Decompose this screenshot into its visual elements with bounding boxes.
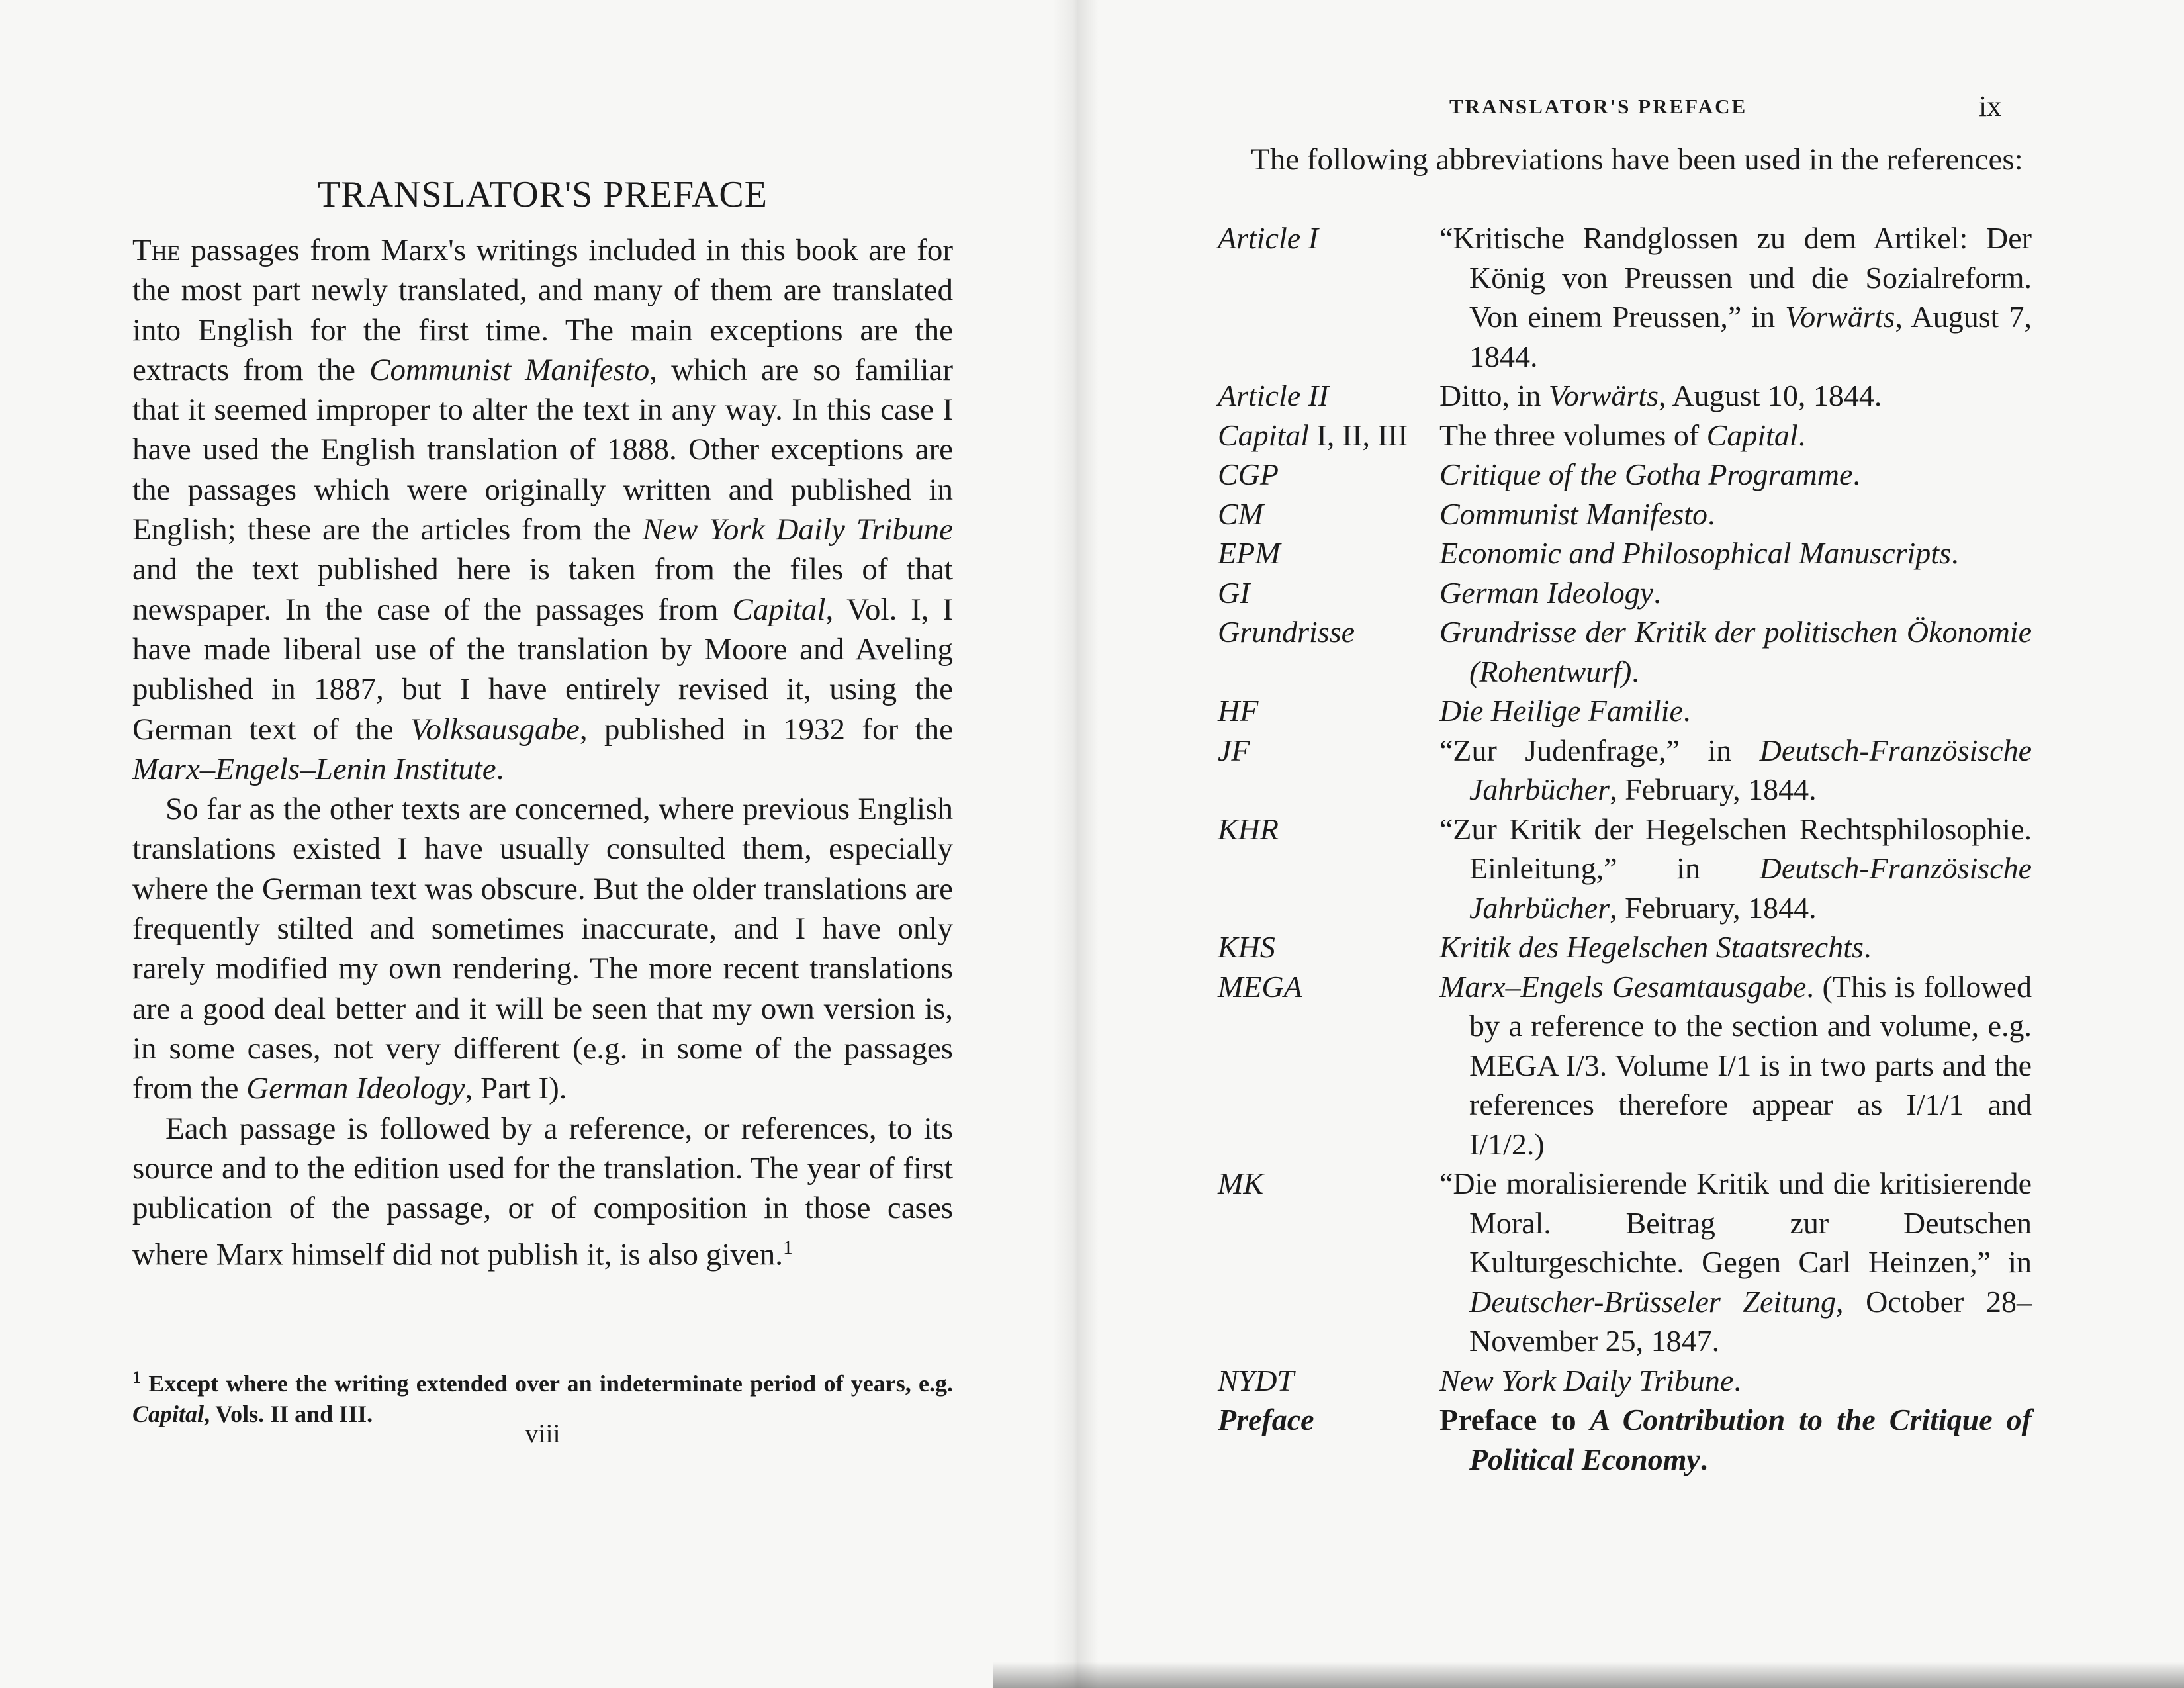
abbreviation-row [1218, 455, 2032, 494]
abbreviation-key: Article I [1218, 221, 1318, 255]
abbreviation-definition [1439, 967, 2032, 1164]
abbreviation-key: JF [1218, 733, 1250, 767]
text-run: Except where the writing extended over an indeterminate period of years, e.g. [141, 1370, 953, 1397]
text-run: and the text published here is taken from the files of that newspaper. In the case of the passages from [132, 552, 953, 627]
title-capital: Capital [1706, 418, 1798, 452]
abbreviation-key: MK [1218, 1166, 1263, 1200]
footnote-mark: 1 [132, 1368, 141, 1387]
text-run: , February, 1844. [1610, 890, 1817, 925]
abbreviation-definition [1439, 534, 2032, 573]
title-text: Economic and Philosophical Manuscripts [1439, 536, 1951, 570]
title-text: Kritik des Hegelschen Staatsrechts [1439, 930, 1864, 964]
text-run: . [1797, 418, 1806, 452]
preface-body [132, 230, 953, 1275]
abbreviation-definition [1439, 1400, 2032, 1479]
title-text: Grundrisse der Kritik der politischen Ökonomie (Rohentwurf) [1439, 615, 2032, 688]
abbreviation-key: NYDT [1218, 1363, 1295, 1397]
drop-lead: The [132, 233, 181, 267]
title-text: New York Daily Tribune [1439, 1363, 1734, 1397]
abbreviation-row [1218, 376, 2032, 416]
text-run: , Vol. I, I have made liberal use of the translation by Moore and Aveling published in 1887, but I have entirely revised it, using the German text of the [132, 592, 953, 747]
abbreviation-definition [1439, 1361, 2032, 1401]
title-german-ideology: German Ideology [246, 1071, 465, 1106]
text-run: . [1631, 654, 1639, 688]
text-run: , Vols. II and III. [204, 1401, 373, 1427]
abbreviation-row [1218, 612, 2032, 691]
abbreviations-intro: The following abbreviations have been used in the references: [1251, 142, 2023, 177]
title-vorwaerts: Vorwärts [1785, 300, 1895, 334]
abbreviation-key: Grundrisse [1218, 615, 1355, 649]
page-number: viii [525, 1419, 561, 1448]
text-run: . [1653, 575, 1661, 610]
page-title: TRANSLATOR'S PREFACE [318, 174, 768, 215]
abbreviation-definition [1439, 573, 2032, 613]
abbreviation-row [1218, 691, 2032, 731]
key-upright: I, II, III [1309, 418, 1408, 452]
text-run: passages from Marx's writings included in this book are for the most part newly translated, and many of them are translated into English for the first time. The main exceptions are the extracts from the [132, 233, 953, 387]
title-text: German Ideology [1439, 575, 1654, 610]
text-run: . [1707, 496, 1715, 531]
title-mel-institute: Marx–Engels–Lenin Institute [132, 751, 496, 786]
title-text: A Contribution to the Critique of Political Economy [1469, 1403, 2032, 1476]
abbreviation-key: GI [1218, 575, 1250, 610]
title-text: Deutscher-Brüsseler Zeitung [1469, 1284, 1836, 1319]
text-run: , February, 1844. [1610, 773, 1817, 806]
text-run: , August 10, 1844. [1659, 379, 1882, 412]
abbreviation-definition [1439, 612, 2032, 691]
left-page [0, 0, 1072, 1688]
paragraph-1 [132, 230, 953, 789]
abbreviation-row [1218, 573, 2032, 613]
abbreviation-key: CGP [1218, 457, 1279, 491]
abbreviation-definition [1439, 1164, 2032, 1361]
text-run: Ditto, in [1439, 379, 1549, 412]
abbreviation-row [1218, 1361, 2032, 1401]
abbreviation-definition [1439, 810, 2032, 928]
title-text: Communist Manifesto [1439, 496, 1708, 531]
text-run: . (This is followed by a reference to the section and volume, e.g. MEGA I/3. Volume I/1 is in two parts and the references therefore appear as I/1/1 and I/1/2.) [1469, 969, 2032, 1161]
title-volksausgabe: Volksausgabe [410, 712, 580, 747]
text-run: “Die moralisierende Kritik und die kritisierende Moral. Beitrag zur Deutschen Kulturgeschichte. Gegen Carl Heinzen,” in [1439, 1166, 2032, 1279]
abbreviation-definition [1439, 927, 2032, 967]
abbreviation-row [1218, 1400, 2032, 1479]
title-nydt: New York Daily Tribune [642, 512, 953, 547]
abbreviation-definition [1439, 376, 2032, 416]
text-run: The three volumes of [1439, 418, 1707, 452]
text-run: Preface to [1439, 1403, 1590, 1436]
text-run: “Zur Kritik der Hegelschen Rechtsphilosophie. Einleitung,” in [1439, 812, 2032, 885]
abbreviation-row [1218, 494, 2032, 534]
text-run: . [1950, 536, 1959, 570]
title-capital: Capital [732, 592, 826, 627]
text-run: , Part I). [465, 1071, 567, 1106]
abbreviation-key: KHR [1218, 812, 1279, 846]
title-text: Deutsch-Französische Jahrbücher [1469, 851, 2032, 925]
abbreviation-row [1218, 1164, 2032, 1361]
text-run: “Zur Judenfrage,” in [1439, 733, 1760, 767]
abbreviation-key: EPM [1218, 536, 1281, 570]
abbreviation-definition [1439, 416, 2032, 455]
abbreviation-definition [1439, 455, 2032, 494]
abbreviation-key: KHS [1218, 930, 1275, 964]
abbreviation-row [1218, 534, 2032, 573]
text-run: . [496, 751, 504, 786]
text-run: . [1700, 1442, 1708, 1476]
text-run: , October 28–November 25, 1847. [1469, 1284, 2032, 1358]
text-run: Each passage is followed by a reference, or references, to its source and to the edition used for the translation. The year of first publication of the passage, or of composition in those cases where Marx himself did not publish it, is also given. [132, 1111, 953, 1273]
abbreviation-definition [1439, 731, 2032, 810]
text-run: . [1863, 930, 1872, 964]
text-run: So far as the other texts are concerned, where previous English translations existed I have usually consulted them, especially where the German text was obscure. But the older translations are frequently stilted and sometimes inaccurate, and I have only rarely modified my own rendering. The more recent translations are a good deal better and it will be seen that my own version is, in some cases, not very different (e.g. in some of the passages from the [132, 792, 953, 1106]
abbreviation-key [1218, 416, 1439, 455]
title-text: Die Heilige Familie [1439, 694, 1683, 727]
running-head: TRANSLATOR'S PREFACE [1449, 95, 1748, 118]
abbreviation-row [1218, 967, 2032, 1164]
abbreviation-key: Preface [1218, 1403, 1314, 1436]
abbreviation-row [1218, 218, 2032, 376]
key-italic: Capital [1218, 418, 1310, 452]
abbreviation-definition [1439, 494, 2032, 534]
abbreviation-definition [1439, 218, 2032, 376]
title-capital: Capital [132, 1401, 205, 1427]
abbreviation-key: CM [1218, 496, 1263, 531]
abbreviation-definition [1439, 691, 2032, 731]
text-run: , August 7, 1844. [1469, 300, 2032, 373]
abbreviation-list [1218, 218, 2032, 1479]
paragraph-2 [132, 789, 953, 1108]
title-text: Critique of the Gotha Programme [1439, 457, 1853, 491]
abbreviation-row [1218, 731, 2032, 810]
text-run: . [1682, 694, 1691, 727]
title-vorwaerts: Vorwärts [1548, 379, 1659, 412]
abbreviation-key: Article II [1218, 379, 1329, 412]
abbreviation-row [1218, 810, 2032, 928]
footnote-reference[interactable]: 1 [782, 1237, 793, 1259]
abbreviation-key: MEGA [1218, 969, 1302, 1004]
text-run: . [1733, 1363, 1741, 1397]
text-run: “Kritische Randglossen zu dem Artikel: Der König von Preussen und die Sozialreform. Von einem Preussen,” in [1439, 221, 2032, 334]
text-run: , published in 1932 for the [579, 712, 953, 747]
paragraph-3 [132, 1109, 953, 1276]
abbreviation-key: HF [1218, 694, 1259, 727]
abbreviation-row [1218, 927, 2032, 967]
page-number: ix [1979, 90, 2002, 122]
abbreviation-row [1218, 416, 2032, 455]
title-text: Deutsch-Französische Jahrbücher [1469, 733, 2032, 806]
text-run: , which are so familiar that it seemed improper to alter the text in any way. In this case I have used the English translation of 1888. Other exceptions are the passages which were originally written and published in English; these are the articles from the [132, 352, 954, 547]
text-run: . [1852, 457, 1860, 491]
title-text: Marx–Engels Gesamtausgabe [1439, 969, 1807, 1004]
title-communist-manifesto: Communist Manifesto [369, 352, 650, 387]
